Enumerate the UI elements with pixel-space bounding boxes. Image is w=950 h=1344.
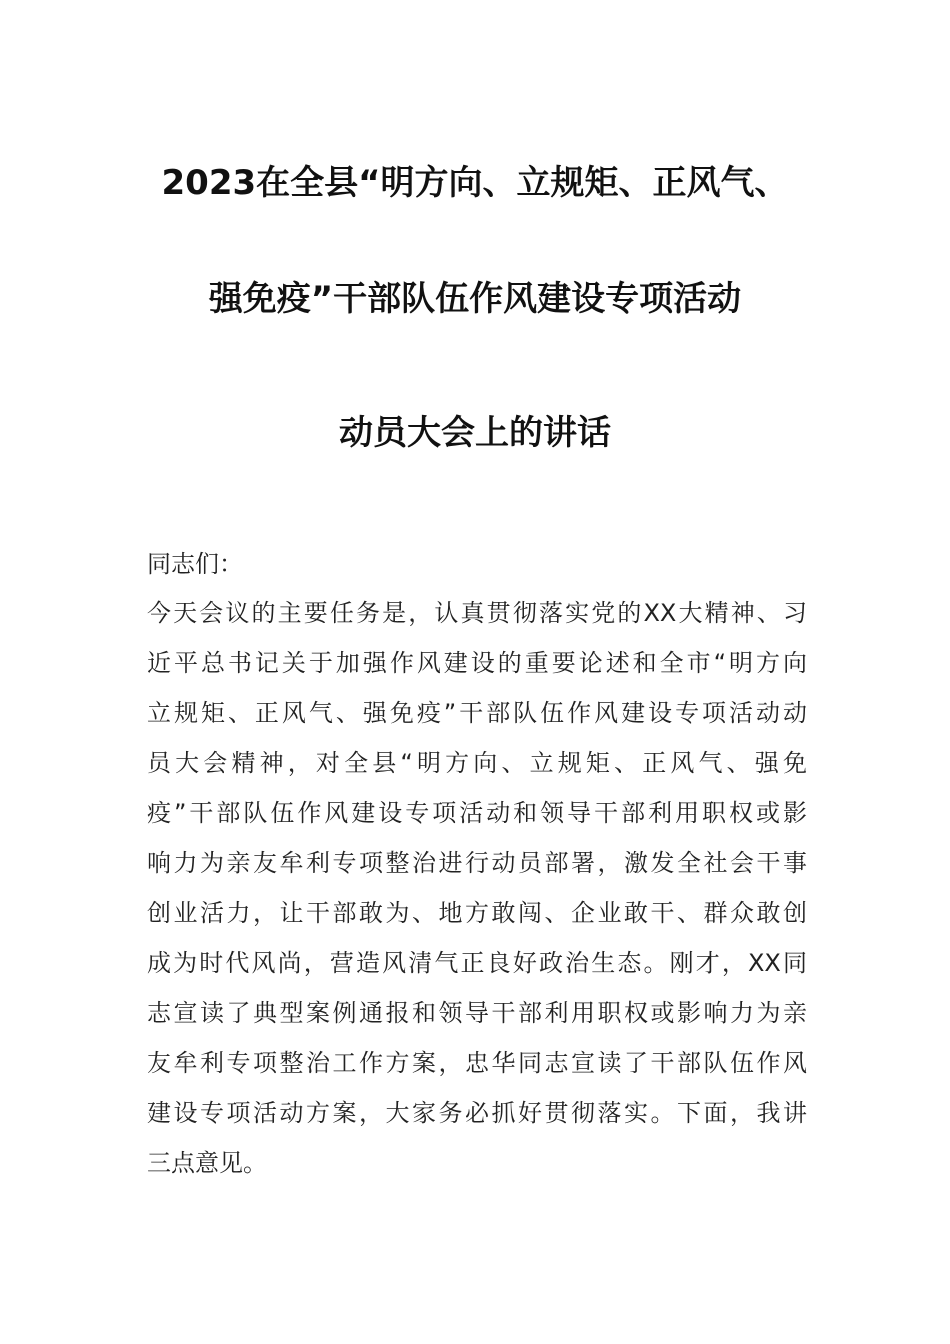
title-line-2: 强免疫”干部队伍作风建设专项活动 bbox=[208, 279, 742, 319]
title-line-3: 动员大会上的讲话 bbox=[339, 413, 611, 453]
paragraph-line: 建设专项活动方案，大家务必抓好贯彻落实。下面，我讲 bbox=[147, 1099, 807, 1127]
paragraph-line: 成为时代风尚，营造风清气正良好政治生态。刚才，XX同 bbox=[147, 949, 807, 977]
paragraph-line: 志宣读了典型案例通报和领导干部利用职权或影响力为亲 bbox=[147, 999, 807, 1027]
paragraph-line-last: 三点意见。 bbox=[147, 1149, 267, 1177]
paragraph-line: 疫”干部队伍作风建设专项活动和领导干部利用职权或影 bbox=[147, 799, 807, 827]
salutation: 同志们： bbox=[147, 550, 243, 578]
paragraph-line: 创业活力，让干部敢为、地方敢闯、企业敢干、群众敢创 bbox=[147, 899, 807, 927]
paragraph-line: 立规矩、正风气、强免疫”干部队伍作风建设专项活动动 bbox=[147, 699, 807, 727]
paragraph-line: 今天会议的主要任务是，认真贯彻落实党的XX大精神、习 bbox=[147, 599, 807, 627]
paragraph-line: 友牟利专项整治工作方案，忠华同志宣读了干部队伍作风 bbox=[147, 1049, 807, 1077]
paragraph-line: 近平总书记关于加强作风建设的重要论述和全市“明方向 bbox=[147, 649, 807, 677]
title-line-1: 2023在全县“明方向、立规矩、正风气、 bbox=[161, 163, 789, 203]
paragraph-line: 员大会精神，对全县“明方向、立规矩、正风气、强免 bbox=[147, 749, 807, 777]
paragraph-line: 响力为亲友牟利专项整治进行动员部署，激发全社会干事 bbox=[147, 849, 807, 877]
